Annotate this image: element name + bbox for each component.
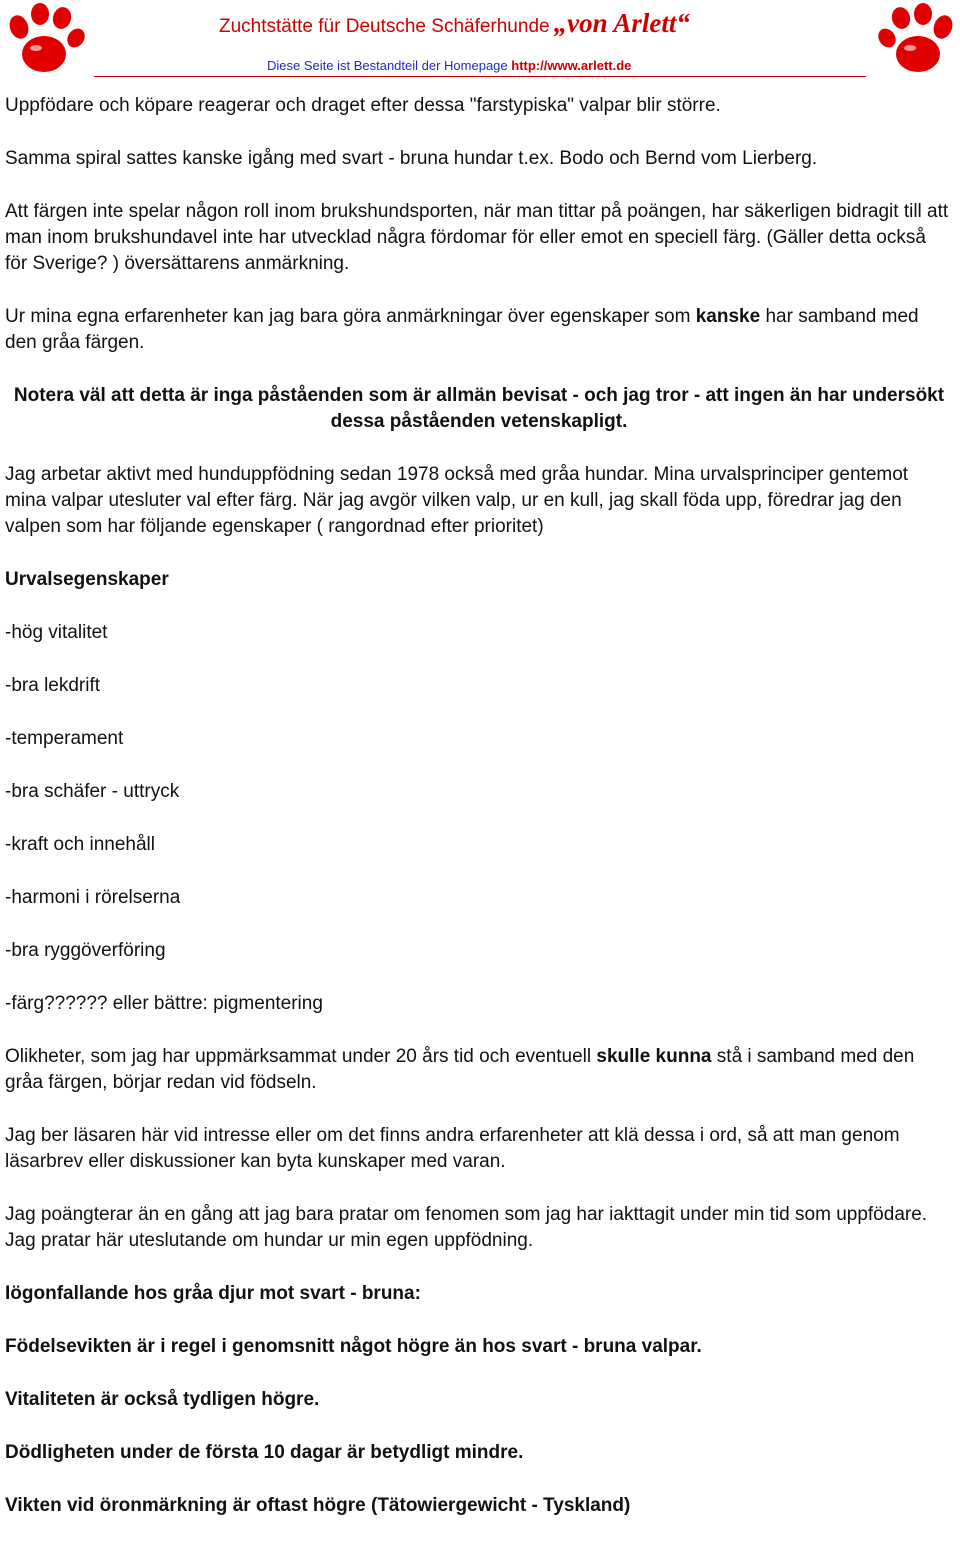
list-item: -bra ryggöverföring: [5, 940, 166, 961]
paw-print-icon: [874, 2, 956, 78]
list-item: -harmoni i rörelserna: [5, 887, 181, 908]
list-item: -temperament: [5, 728, 124, 749]
emphasis: skulle kunna: [596, 1046, 712, 1067]
notice: Notera väl att detta är inga påståenden som är allmän bevisat - och jag tror - att ingen än har undersökt dessa påståenden vetenskapligt.: [13, 385, 945, 432]
paw-print-icon: [6, 2, 88, 78]
paragraph: Att färgen inte spelar någon roll inom brukshundsporten, när man tittar på poängen, har säkerligen bidragit till att man inom brukshundavel inte har utvecklad några fördomar för eller emot en speciell färg. (Gäller detta också för Sverige? ) översättarens anmärkning.: [5, 201, 949, 274]
list-item: -kraft och innehåll: [5, 834, 155, 855]
finding: Födelsevikten är i regel i genomsnitt något högre än hos svart - bruna valpar.: [5, 1336, 702, 1357]
site-title: Zuchtstätte für Deutsche Schäferhunde „von Arlett“: [219, 8, 690, 38]
paragraph: Jag ber läsaren här vid intresse eller om det finns andra erfarenheter att klä dessa i ord, så att man genom läsarbrev eller diskussioner kan byta kunskaper med varan.: [5, 1125, 900, 1172]
paragraph: Jag poängterar än en gång att jag bara pratar om fenomen som jag har iakttagit under min tid som uppfödare. Jag pratar här uteslutande om hundar ur min egen uppfödning.: [5, 1204, 928, 1251]
page-header: [0, 0, 960, 80]
paragraph: Olikheter, som jag har uppmärksammat under 20 års tid och eventuell skulle kunna stå i samband med den gråa färgen, börjar redan vid födseln.: [5, 1046, 915, 1093]
header-divider: [94, 76, 866, 77]
paragraph: Jag arbetar aktivt med hunduppfödning sedan 1978 också med gråa hundar. Mina urvalsprinciper gentemot mina valpar utesluter val efter färg. När jag avgör vilken valp, ur en kull, jag skall föda upp, föredrar jag den valpen som har följande egenskaper ( rangordnad efter prioritet): [5, 464, 909, 537]
list-item: -hög vitalitet: [5, 622, 108, 643]
section-heading: Urvalsegenskaper: [5, 569, 169, 590]
paragraph: Ur mina egna erfarenheter kan jag bara göra anmärkningar över egenskaper som kanske har samband med den gråa färgen.: [5, 306, 919, 353]
paragraph: Samma spiral sattes kanske igång med svart - bruna hundar t.ex. Bodo och Bernd vom Lierberg.: [5, 148, 818, 169]
finding: Dödligheten under de första 10 dagar är betydligt mindre.: [5, 1442, 524, 1463]
finding: Vikten vid öronmärkning är oftast högre (Tätowiergewicht - Tyskland): [5, 1495, 631, 1516]
homepage-link[interactable]: http://www.arlett.de: [511, 58, 632, 73]
article-body: [5, 93, 953, 1546]
paragraph: Uppfödare och köpare reagerar och draget efter dessa "farstypiska" valpar blir större.: [5, 95, 721, 116]
site-subtitle: Diese Seite ist Bestandteil der Homepage http://www.arlett.de: [267, 58, 632, 73]
list-item: -bra schäfer - uttryck: [5, 781, 180, 802]
kennel-brand: „von Arlett“: [553, 8, 690, 38]
list-item: -bra lekdrift: [5, 675, 101, 696]
section-heading: Iögonfallande hos gråa djur mot svart - bruna:: [5, 1283, 421, 1304]
emphasis: kanske: [695, 306, 761, 327]
list-item: -färg?????? eller bättre: pigmentering: [5, 993, 323, 1014]
finding: Vitaliteten är också tydligen högre.: [5, 1389, 320, 1410]
